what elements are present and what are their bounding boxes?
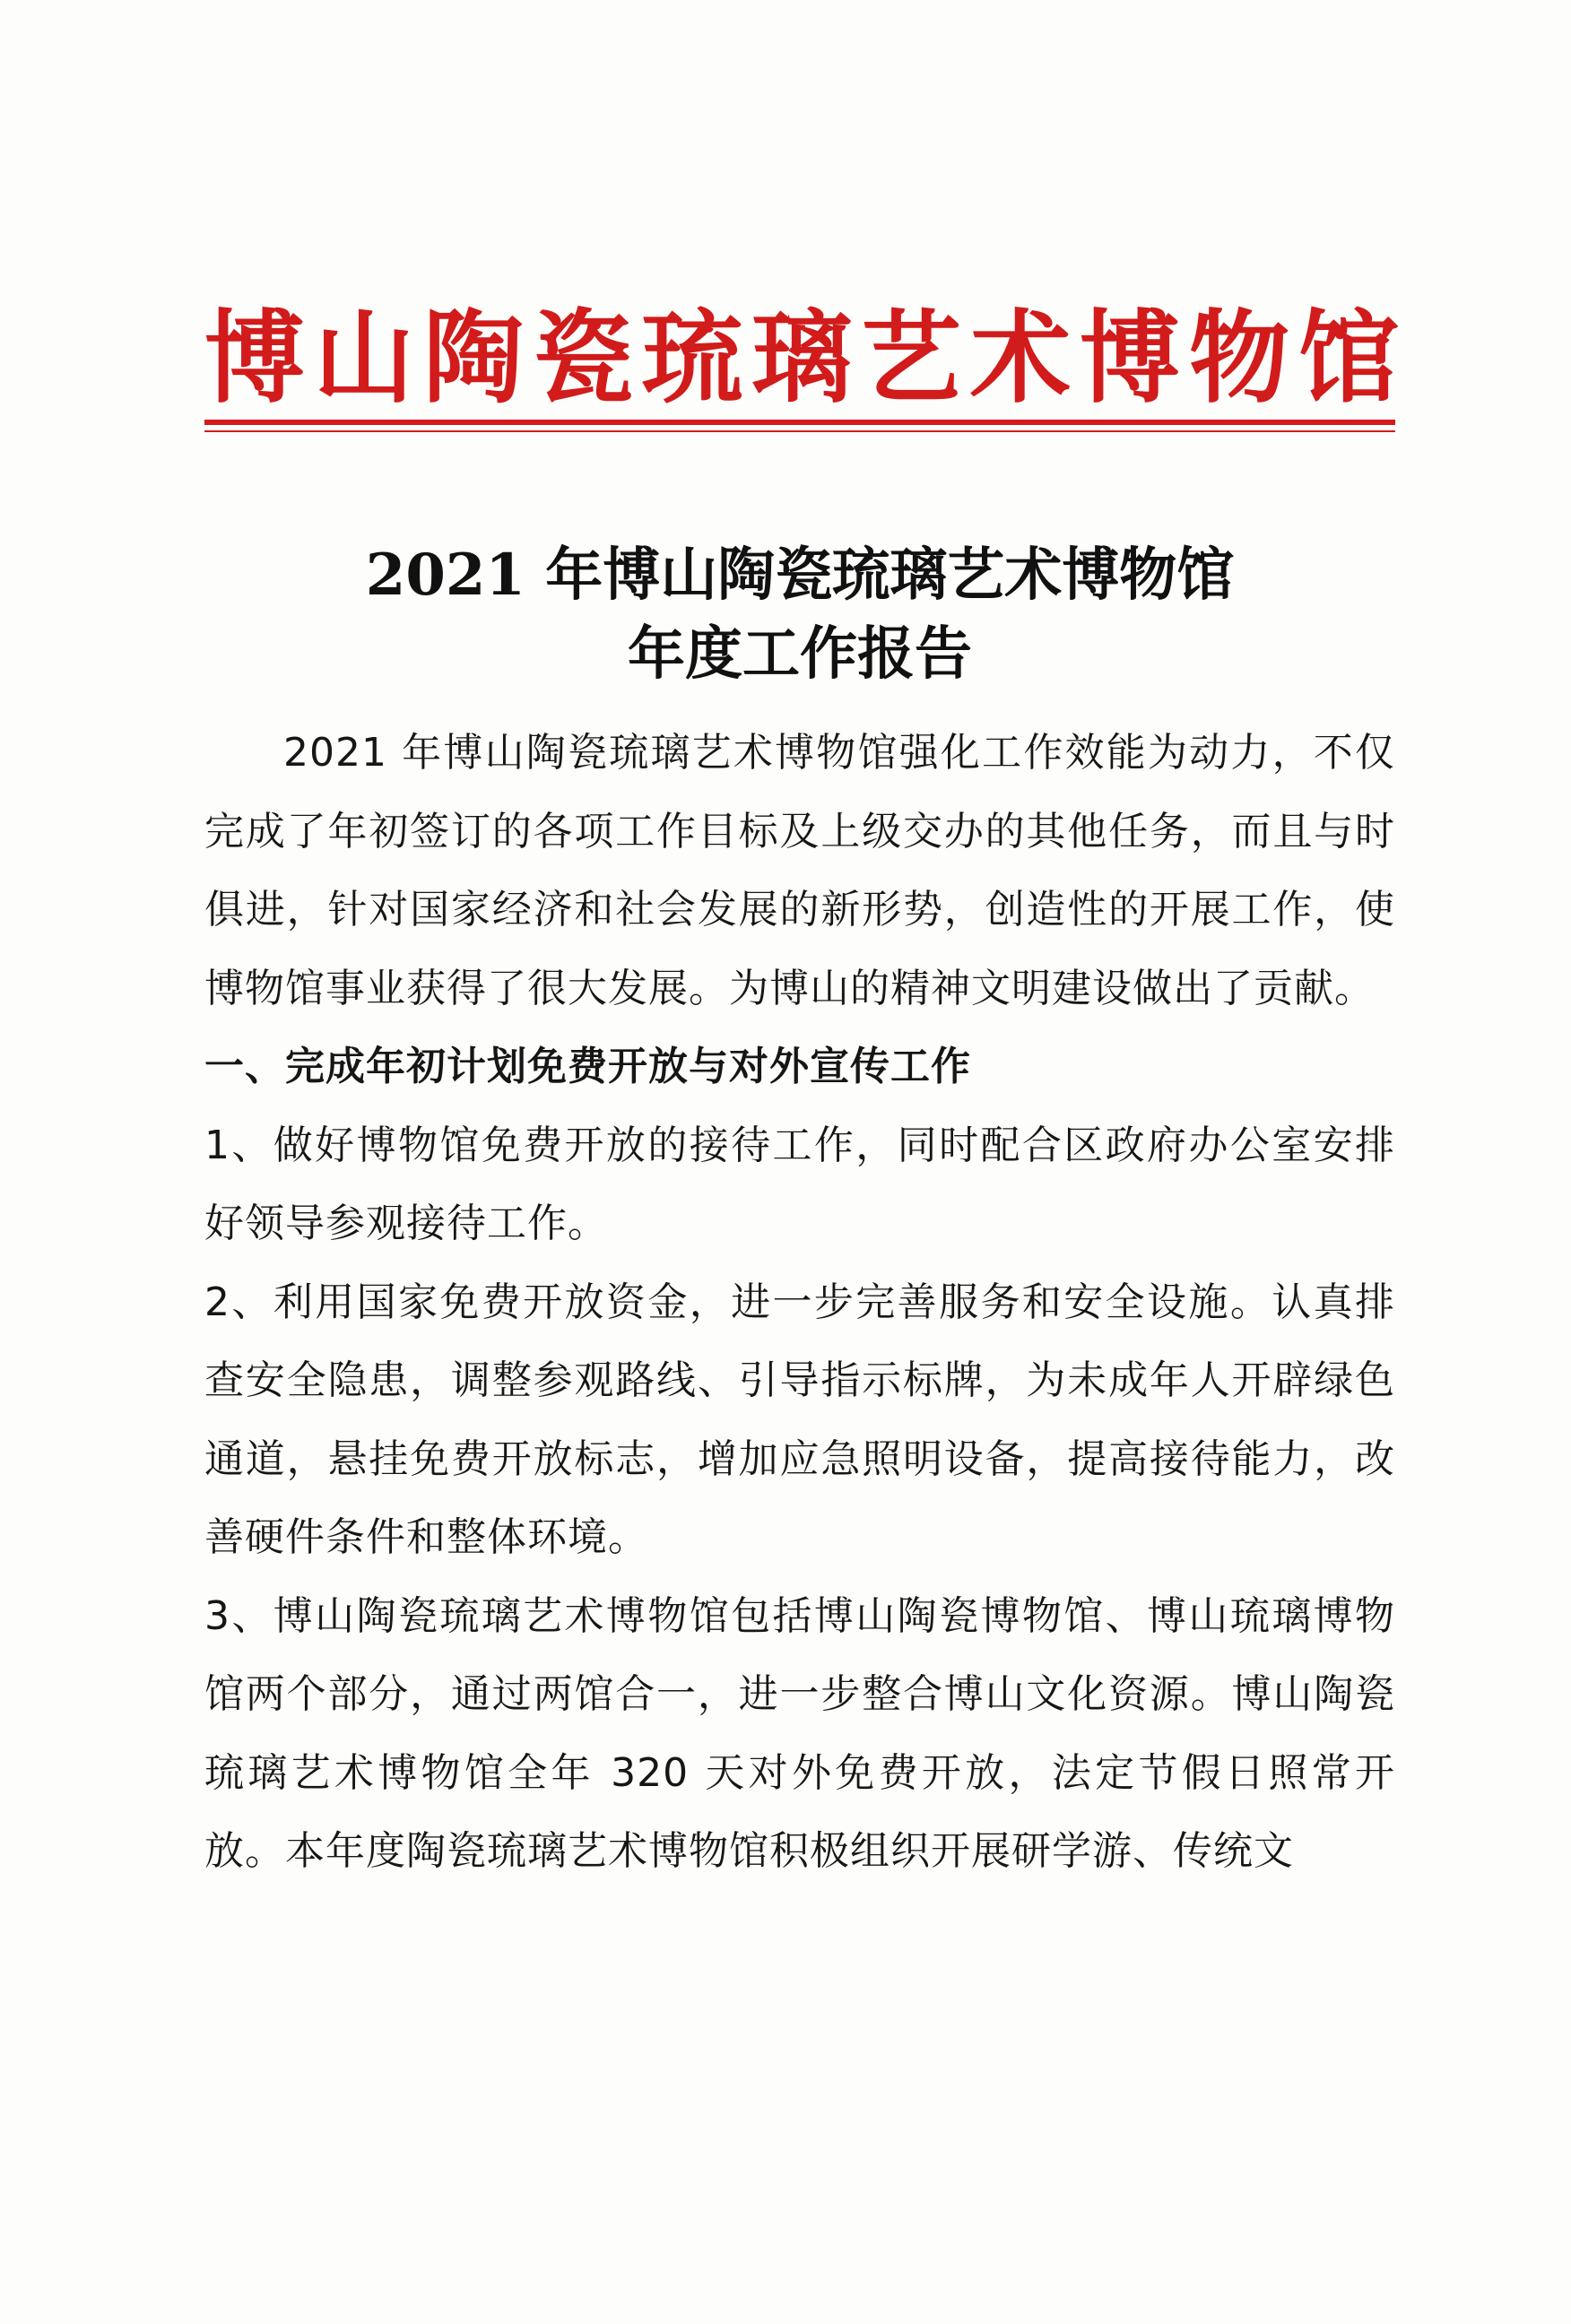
letterhead-rule-thin xyxy=(204,430,1395,432)
item-1-paragraph: 1、做好博物馆免费开放的接待工作，同时配合区政府办公室安排好领导参观接待工作。 xyxy=(204,1122,1395,1246)
item-3-paragraph: 3、博山陶瓷琉璃艺术博物馆包括博山陶瓷博物馆、博山琉璃博物馆两个部分，通过两馆合一，进一步整合博山文化资源。博山陶瓷琉璃艺术博物馆全年 320 天对外免费开放，法定节假日照常开放。本年度陶瓷琉璃艺术博物馆积极组织开展研学游、传统文 xyxy=(204,1592,1395,1874)
item-2-paragraph: 2、利用国家免费开放资金，进一步完善服务和安全设施。认真排查安全隐患，调整参观路线、引导指示标牌，为未成年人开辟绿色通道，悬挂免费开放标志，增加应急照明设备，提高接待能力，改善硬件条件和整体环境。 xyxy=(204,1279,1395,1560)
letterhead-org-name: 博山陶瓷琉璃艺术博物馆 xyxy=(204,299,1408,417)
document-title-line1: 2021 年博山陶瓷琉璃艺术博物馆 xyxy=(365,542,1235,609)
document-title-line2: 年度工作报告 xyxy=(628,620,972,688)
document-body xyxy=(204,714,1395,1891)
intro-paragraph: 2021 年博山陶瓷琉璃艺术博物馆强化工作效能为动力，不仅完成了年初签订的各项工作目标及上级交办的其他任务，而且与时俱进，针对国家经济和社会发展的新形势，创造性的开展工作，使博物馆事业获得了很大发展。为博山的精神文明建设做出了贡献。 xyxy=(204,730,1395,1011)
letterhead-rule-thick xyxy=(204,420,1395,425)
document-title xyxy=(204,536,1395,694)
section-1-heading: 一、完成年初计划免费开放与对外宣传工作 xyxy=(204,1044,971,1089)
